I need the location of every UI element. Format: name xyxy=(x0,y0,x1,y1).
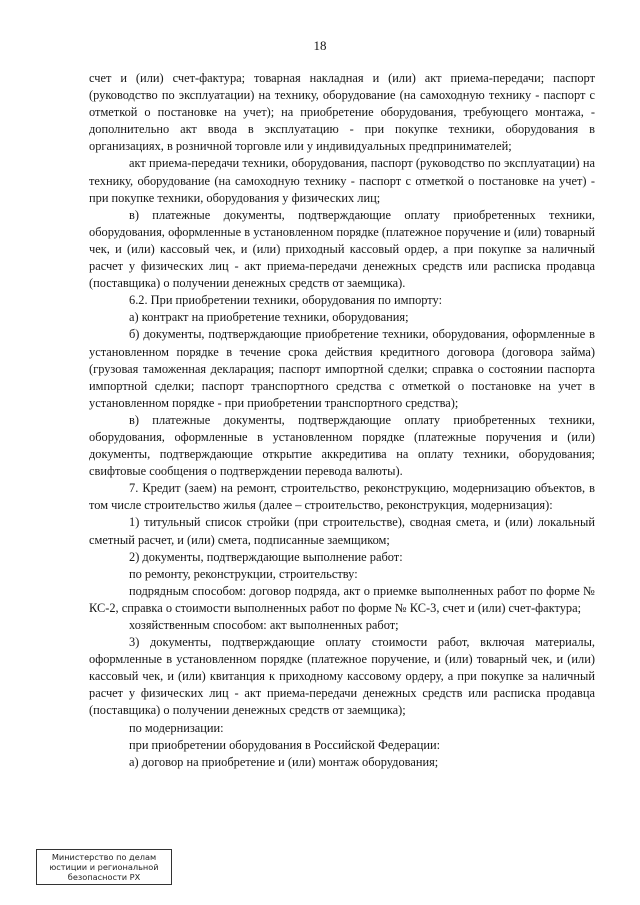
paragraph: а) договор на приобретение и (или) монтаж оборудования; xyxy=(129,754,439,769)
paragraph: по модернизации: xyxy=(129,720,224,735)
paragraph: счет и (или) счет-фактура; товарная накладная и (или) акт приема-передачи; паспорт (руководство по эксплуатации) на технику, оборудование (на самоходную технику - паспорт с отметкой о постановке на учет); на приобретение оборудования, требующего монтажа, - дополнительно акт ввода в эксплуатацию - при покупке техники, оборудования в организациях, в розничной торговле или у индивидуальных предпринимателей; xyxy=(89,71,595,154)
paragraph: акт приема-передачи техники, оборудования, паспорт (руководство по эксплуатации) на технику, оборудование (на самоходную технику - паспорт с отметкой о постановке на учет) - при покупке техники, оборудования у физических лиц; xyxy=(89,156,595,205)
paragraph: 6.2. При приобретении техники, оборудования по импорту: xyxy=(129,293,443,308)
paragraph: 2) документы, подтверждающие выполнение работ: xyxy=(129,549,403,564)
paragraph: б) документы, подтверждающие приобретение техники, оборудования, оформленные в установленном порядке в течение срока действия кредитного договора (договора займа) (грузовая таможенная декларация; паспорт импортной сделки; справка о состоянии паспорта импортной сделки; паспорт транспортного средства с отметкой о постановке на учет в установленном порядке - при приобретении транспортного средства); xyxy=(89,327,595,410)
paragraph: в) платежные документы, подтверждающие оплату приобретенных техники, оборудования, оформленные в установленном порядке (платежные поручения и (или) документы, подтверждающие открытие аккредитива на оплату техники, оборудования; свифтовые сообщения о подтверждении перевода валюты). xyxy=(89,412,595,479)
paragraph: 3) документы, подтверждающие оплату стоимости работ, включая материалы, оформленные в установленном порядке (платежное поручение, и (или) товарный чек, и (или) кассовый чек, и (или) квитанция к приходному кассовому ордеру, а при покупке за наличный расчет у физических лиц - акт приема-передачи денежных средств или расписка продавца (поставщика) о получении денежных средств от заемщика); xyxy=(89,635,595,718)
registration-stamp xyxy=(36,849,172,885)
paragraph: при приобретении оборудования в Российской Федерации: xyxy=(129,737,441,752)
stamp-line: безопасности РХ xyxy=(67,872,141,882)
paragraph: хозяйственным способом: акт выполненных работ; xyxy=(129,618,399,632)
stamp-line: Министерство по делам xyxy=(51,852,157,862)
paragraph: 7. Кредит (заем) на ремонт, строительство, реконструкцию, модернизацию объектов, в том числе строительство жилья (далее – строительство, реконструкция, модернизация): xyxy=(89,481,595,513)
paragraph: а) контракт на приобретение техники, оборудования; xyxy=(129,310,409,325)
paragraph: в) платежные документы, подтверждающие оплату приобретенных техники, оборудования, оформленные в установленном порядке (платежное поручение и (или) товарный чек, и (или) кассовый чек, и (или) приходный кассовый ордер, а при покупке за наличный расчет у физических лиц - акт приема-передачи денежных средств или расписка продавца (поставщика) о получении денежных средств от заемщика). xyxy=(89,207,595,291)
paragraph: 1) титульный список стройки (при строительстве), сводная смета, и (или) локальный сметный расчет, и (или) смета, подписанные заемщиком; xyxy=(89,515,595,547)
paragraph: по ремонту, реконструкции, строительству: xyxy=(129,566,358,581)
stamp-line: юстиции и региональной xyxy=(49,862,159,872)
paragraph: подрядным способом: договор подряда, акт о приемке выполненных работ по форме № КС-2, справка о стоимости выполненных работ по форме № КС-3, счет и (или) счет-фактура; xyxy=(89,583,595,615)
document-body xyxy=(89,70,595,771)
page-number: 18 xyxy=(313,38,327,53)
